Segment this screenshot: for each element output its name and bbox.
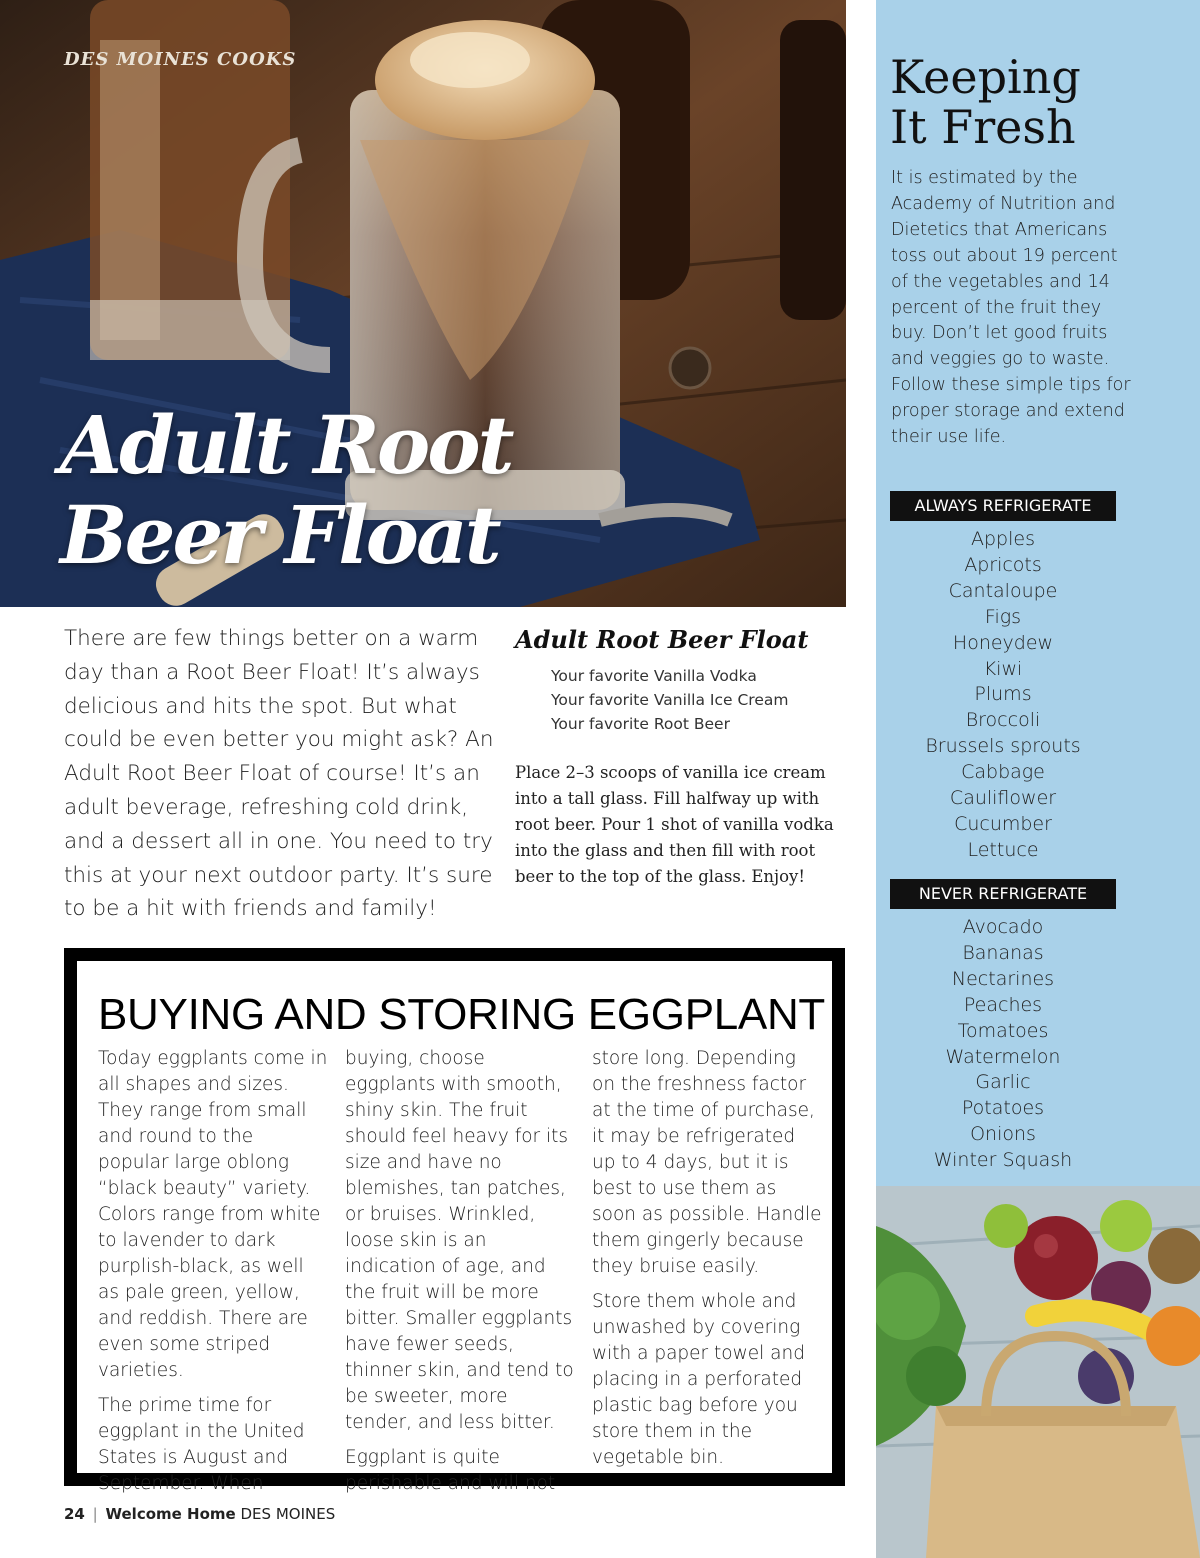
produce-bag-photo bbox=[876, 1186, 1200, 1558]
produce-item: Bananas bbox=[962, 941, 1044, 964]
produce-item: Honeydew bbox=[952, 631, 1054, 654]
never-refrigerate-header: NEVER REFRIGERATE bbox=[890, 879, 1116, 909]
grocery-bag-image bbox=[876, 1186, 1200, 1558]
produce-item: Avocado bbox=[962, 916, 1044, 938]
sidebar-title-line1: Keeping bbox=[890, 50, 1081, 104]
page-number: 24 bbox=[64, 1505, 85, 1523]
produce-item: Cauliflower bbox=[949, 787, 1057, 810]
sidebar-title bbox=[890, 52, 1190, 152]
eggplant-column-1 bbox=[98, 1046, 328, 1497]
produce-item: Cabbage bbox=[961, 761, 1045, 784]
eggplant-paragraph: The prime time for eggplant in the United States is August and September. When bbox=[98, 1395, 305, 1494]
eggplant-paragraph: Today eggplants come in all shapes and sizes. They range from small and round to the popular large oblong “black beauty” variety. Colors range from white to lavender to dark purplish-black, as well as pale green, yellow, and reddish. There are even some striped varieties. bbox=[98, 1048, 328, 1381]
produce-item: Figs bbox=[984, 605, 1022, 628]
produce-item: Brussels sprouts bbox=[925, 735, 1081, 758]
produce-item: Garlic bbox=[975, 1071, 1031, 1094]
hero-photo bbox=[0, 0, 846, 607]
sidebar-intro: It is estimated by the Academy of Nutrition and Dietetics that Americans toss out about 19 percent of the vegetables and 14 percent of the fruit they buy. Don’t let good fruits and veggies go to waste. Follow these simple tips for proper storage and extend their use life. bbox=[891, 168, 1131, 448]
article-title-line1: Adult Root bbox=[60, 398, 512, 492]
ingredient-list bbox=[515, 664, 851, 736]
intro-paragraph: There are few things better on a warm day than a Root Beer Float! It’s always delicious and hits the spot. But what could be even better you might ask? An Adult Root Beer Float of course! It’s an adult beverage, refreshing cold drink, and a dessert all in one. You need to try this at your next outdoor party. It’s sure to be a hit with friends and family! bbox=[64, 626, 494, 922]
produce-item: Cantaloupe bbox=[948, 579, 1058, 602]
eggplant-paragraph: store long. Depending on the freshness factor at the time of purchase, it may be refrigerated up to 4 days, but it is best to use them as soon as possible. Handle them gingerly because they bruise easily. bbox=[592, 1048, 822, 1277]
produce-item: Potatoes bbox=[961, 1097, 1045, 1120]
section-kicker: DES MOINES COOKS bbox=[64, 49, 297, 70]
eggplant-paragraph: Store them whole and unwashed by covering with a paper towel and placing in a perforated plastic bag before you store them in the vegetable bin. bbox=[592, 1291, 805, 1468]
recipe-card bbox=[515, 622, 851, 890]
eggplant-column-2 bbox=[345, 1046, 575, 1497]
magazine-city: DES MOINES bbox=[240, 1505, 336, 1523]
produce-item: Tomatoes bbox=[957, 1019, 1049, 1042]
eggplant-column-3 bbox=[592, 1046, 822, 1471]
eggplant-paragraph: Eggplant is quite perishable and will not bbox=[345, 1447, 556, 1494]
produce-item: Plums bbox=[974, 683, 1032, 706]
produce-item: Broccoli bbox=[965, 709, 1041, 732]
produce-item: Lettuce bbox=[967, 838, 1039, 861]
ingredient-item: Your favorite Vanilla Vodka bbox=[551, 667, 757, 685]
footer-separator: | bbox=[92, 1505, 98, 1523]
produce-item: Cucumber bbox=[954, 812, 1052, 835]
produce-item: Onions bbox=[970, 1123, 1036, 1146]
produce-item: Kiwi bbox=[983, 657, 1023, 680]
never-refrigerate-list bbox=[890, 915, 1116, 1174]
recipe-title: Adult Root Beer Float bbox=[515, 625, 809, 654]
sidebar-title-line2: It Fresh bbox=[890, 100, 1076, 154]
produce-item: Winter Squash bbox=[933, 1149, 1073, 1172]
page-footer bbox=[64, 1505, 335, 1523]
produce-item: Apricots bbox=[964, 553, 1042, 576]
ingredient-item: Your favorite Vanilla Ice Cream bbox=[551, 691, 789, 709]
magazine-name: Welcome Home bbox=[105, 1505, 236, 1523]
ingredient-item: Your favorite Root Beer bbox=[551, 715, 730, 733]
always-refrigerate-header: ALWAYS REFRIGERATE bbox=[890, 491, 1116, 521]
always-refrigerate-list bbox=[890, 527, 1116, 864]
eggplant-title: BUYING AND STORING EGGPLANT bbox=[98, 990, 826, 1039]
eggplant-paragraph: buying, choose eggplants with smooth, shiny skin. The fruit should feel heavy for its size and have no blemishes, tan patches, or bruises. Wrinkled, loose skin is an indication of age, and the fruit will be more bitter. Smaller eggplants have fewer seeds, thinner skin, and tend to be sweeter, more tender, and less bitter. bbox=[345, 1048, 574, 1433]
eggplant-feature-box bbox=[64, 948, 845, 1494]
recipe-directions: Place 2–3 scoops of vanilla ice cream into a tall glass. Fill halfway up with root beer. Pour 1 shot of vanilla vodka into the glass and then fill with root beer to the top of the glass. Enjoy! bbox=[515, 763, 834, 886]
produce-item: Watermelon bbox=[945, 1045, 1061, 1068]
keeping-fresh-sidebar bbox=[876, 0, 1200, 1558]
produce-item: Apples bbox=[971, 528, 1035, 550]
produce-item: Peaches bbox=[963, 993, 1043, 1016]
article-title-line2: Beer Float bbox=[60, 488, 499, 582]
produce-item: Nectarines bbox=[951, 967, 1055, 990]
article-title bbox=[60, 400, 560, 580]
